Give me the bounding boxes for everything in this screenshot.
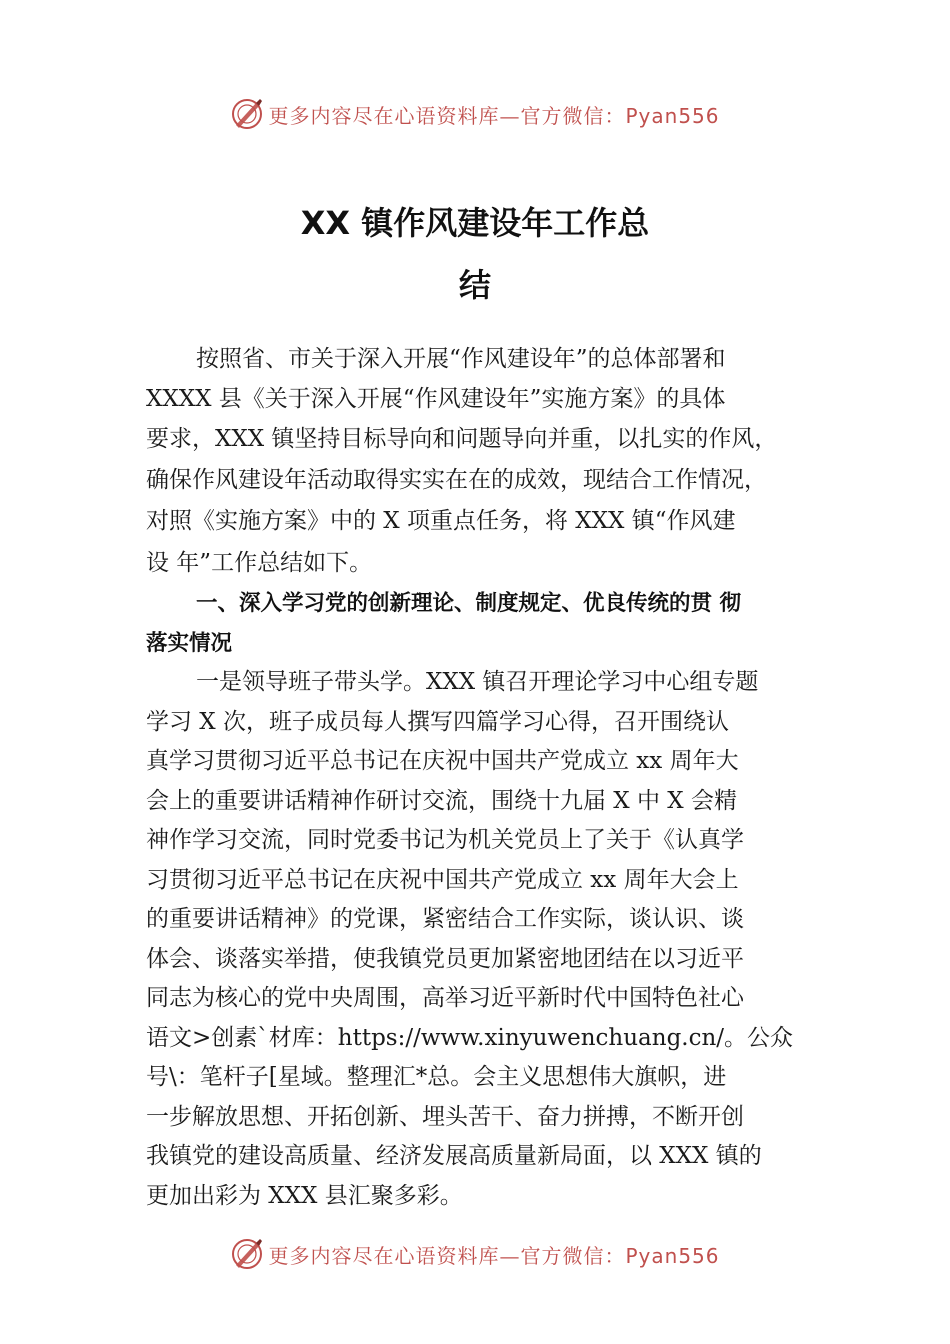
watermark-text: 更多内容尽在心语资料库—官方微信：Pyan556 <box>268 103 720 128</box>
watermark-text: 更多内容尽在心语资料库—官方微信：Pyan556 <box>268 1243 720 1268</box>
section-heading-continued: 落实情况 <box>146 631 233 656</box>
paragraph-line: 要求，XXX 镇坚持目标导向和问题导向并重，以扎实的作风， <box>146 426 778 452</box>
pen-logo-icon <box>230 97 264 131</box>
paragraph-line: 会上的重要讲话精神作研讨交流，围绕十九届 X 中 X 会精 <box>146 788 737 814</box>
document-title: XX 镇作风建设年工作总 <box>300 204 650 242</box>
paragraph-line: 体会、谈落实举措，使我镇党员更加紧密地团结在以习近平 <box>146 946 744 972</box>
paragraph-line: 的重要讲话精神》的党课，紧密结合工作实际，谈认识、谈 <box>146 906 744 932</box>
paragraph-line: 确保作风建设年活动取得实实在在的成效，现结合工作情况， <box>146 467 767 493</box>
paragraph-line: 真学习贯彻习近平总书记在庆祝中国共产党成立 xx 周年大 <box>146 748 739 774</box>
paragraph-line: 号\：笔杆子[星域。整理汇*总。会主义思想伟大旗帜，进 <box>146 1064 727 1090</box>
paragraph-line: 我镇党的建设高质量、经济发展高质量新局面，以 XXX 镇的 <box>146 1143 762 1169</box>
header-watermark <box>0 94 950 134</box>
footer-watermark <box>0 1234 950 1274</box>
paragraph-line: 语文>创素`材库：https://www.xinyuwenchuang.cn/。公众 <box>146 1025 794 1051</box>
pen-logo-icon <box>230 1237 264 1271</box>
paragraph-line: 一是领导班子带头学。XXX 镇召开理论学习中心组专题 <box>196 669 759 695</box>
paragraph-line: 同志为核心的党中央周围，高举习近平新时代中国特色社心 <box>146 985 744 1011</box>
paragraph-line: 学习 X 次，班子成员每人撰写四篇学习心得，召开围绕认 <box>146 709 729 735</box>
section-heading: 一、深入学习党的创新理论、制度规定、优良传统的贯 彻 <box>196 591 741 616</box>
paragraph-line: 一步解放思想、开拓创新、埋头苦干、奋力拼搏，不断开创 <box>146 1104 744 1130</box>
paragraph-line: 习贯彻习近平总书记在庆祝中国共产党成立 xx 周年大会上 <box>146 867 739 893</box>
document-title-continued: 结 <box>458 266 491 304</box>
paragraph-line: XXXX 县《关于深入开展“作风建设年”实施方案》的具体 <box>146 386 726 412</box>
paragraph-line: 按照省、市关于深入开展“作风建设年”的总体部署和 <box>196 346 726 372</box>
paragraph-line: 对照《实施方案》中的 X 项重点任务，将 XXX 镇“作风建 <box>146 508 736 534</box>
paragraph-line: 神作学习交流，同时党委书记为机关党员上了关于《认真学 <box>146 827 744 853</box>
paragraph-line: 设 年”工作总结如下。 <box>146 550 373 576</box>
paragraph-line: 更加出彩为 XXX 县汇聚多彩。 <box>146 1183 463 1209</box>
